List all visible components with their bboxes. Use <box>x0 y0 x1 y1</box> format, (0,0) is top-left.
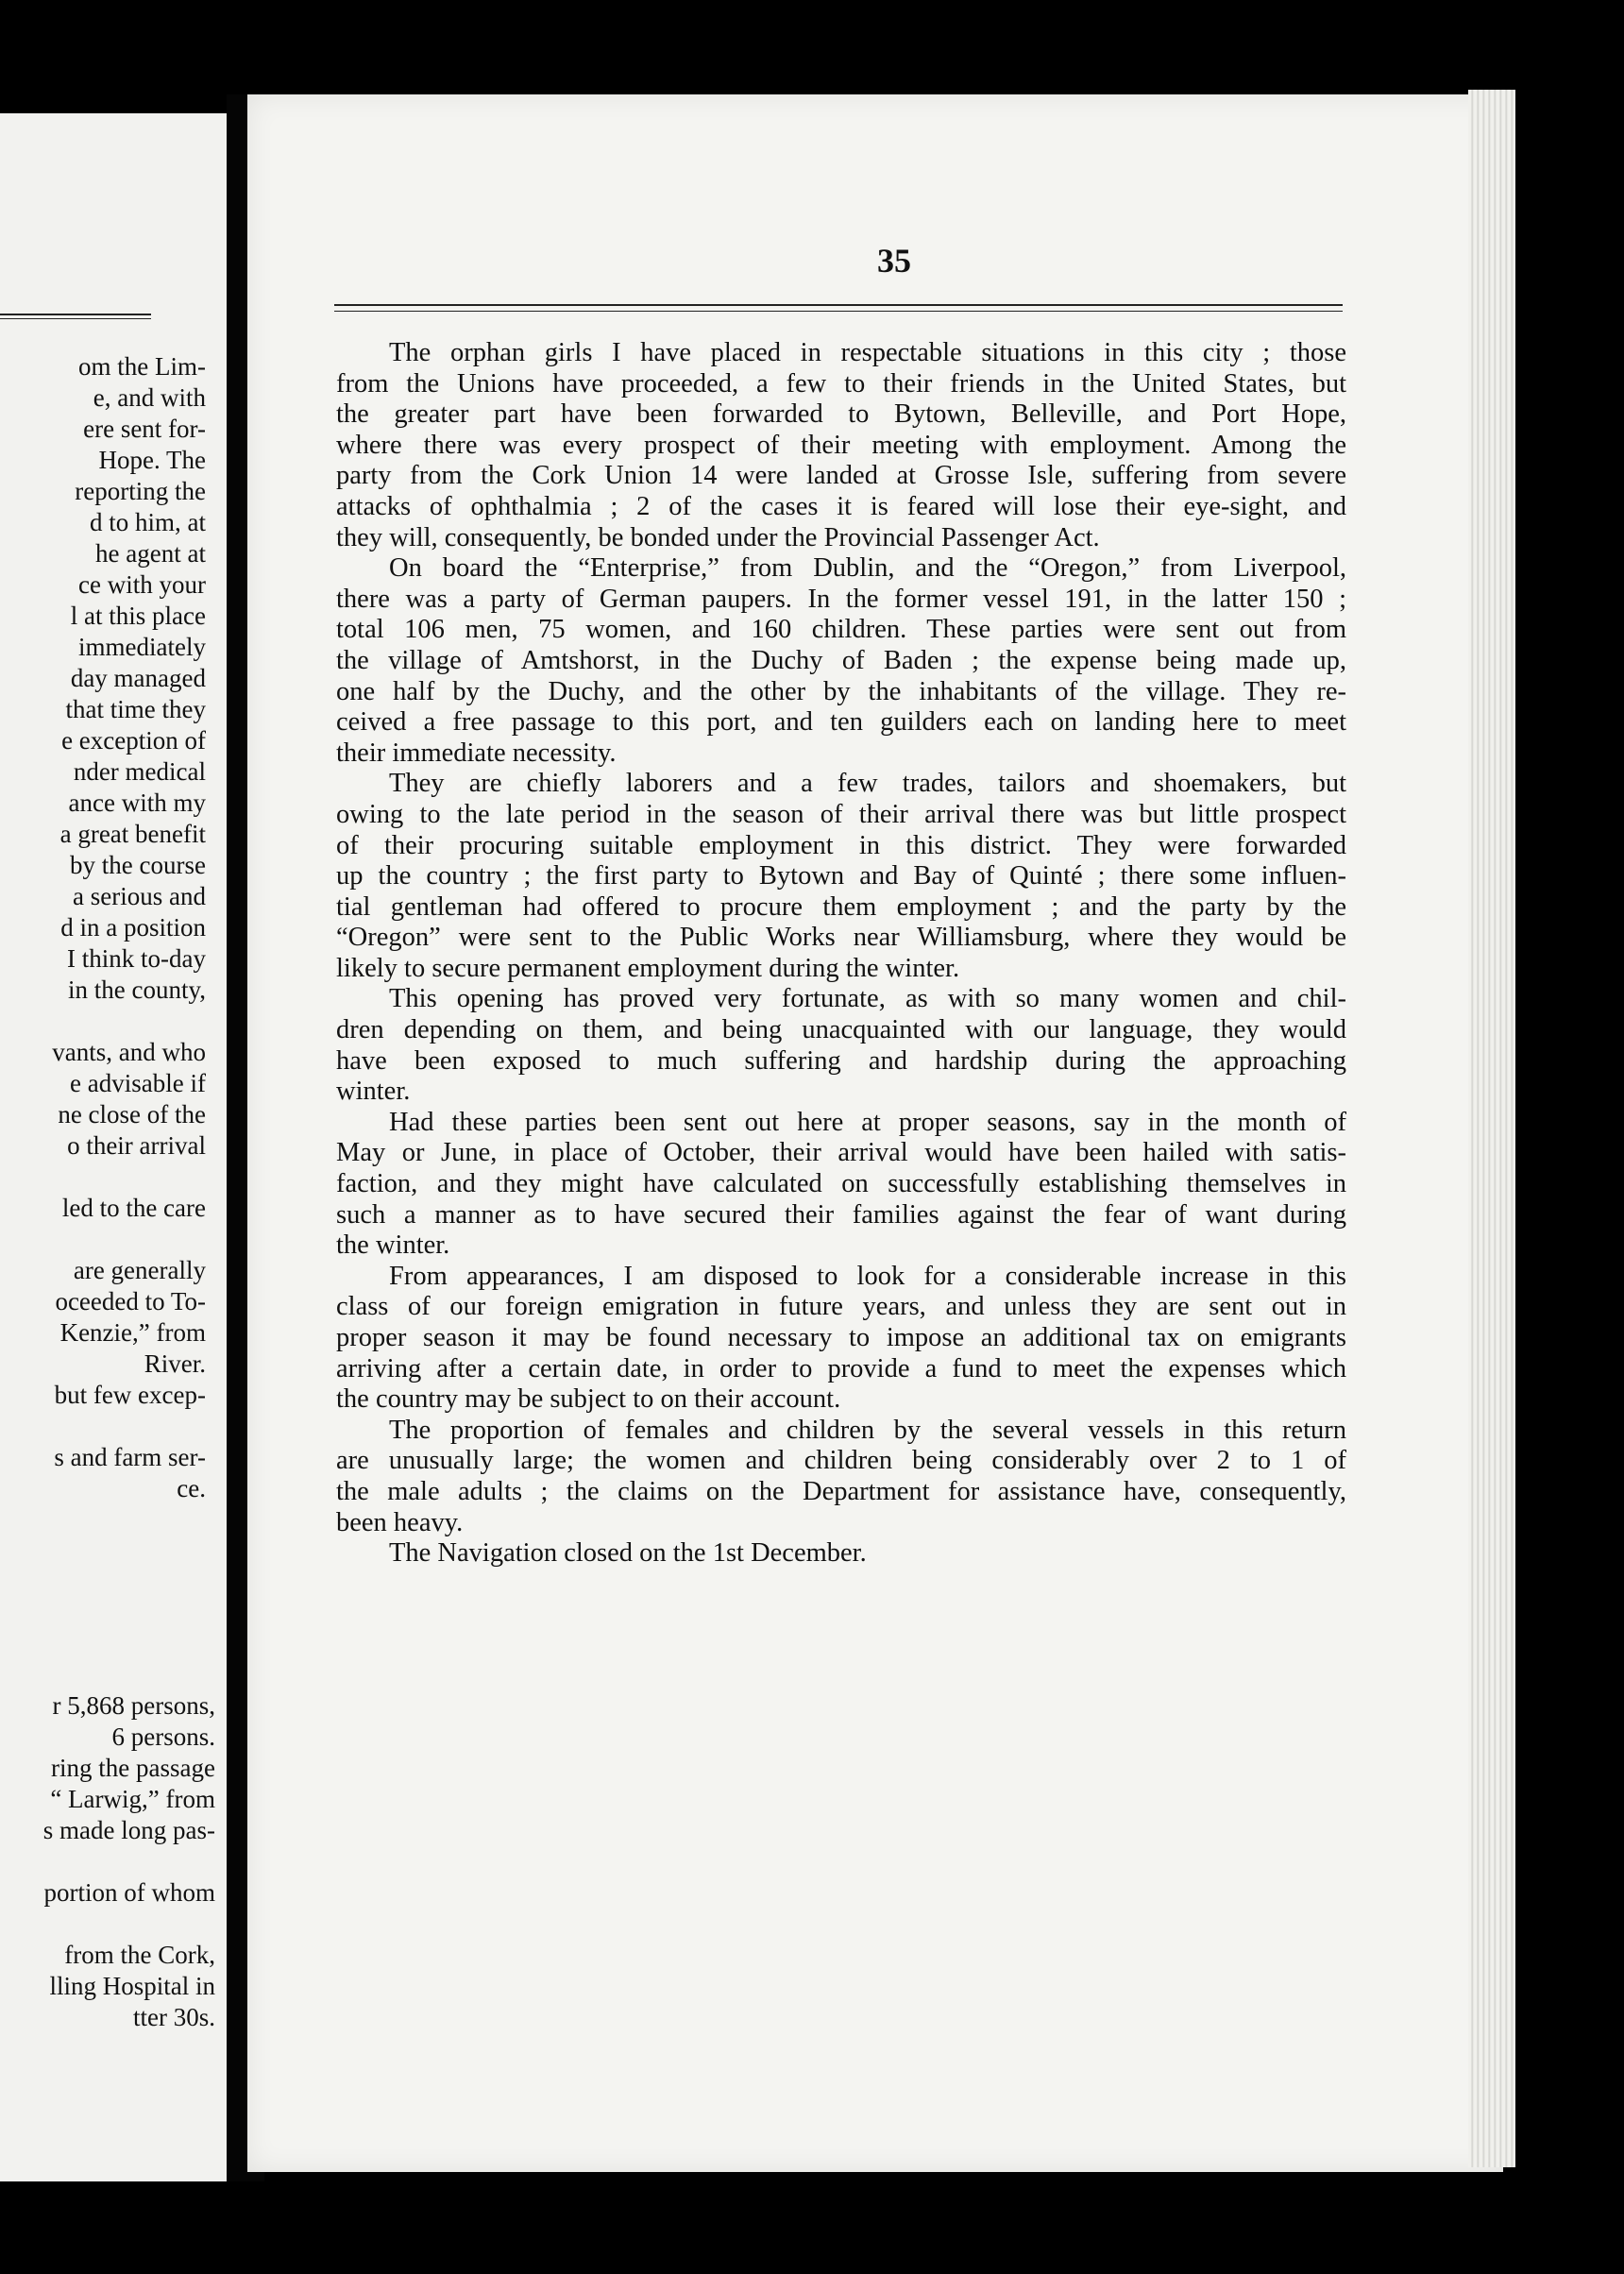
facing-page-text-bottom <box>0 1690 215 2033</box>
facing-page-line: are generally <box>73 1256 206 1284</box>
facing-page-line: but few excep- <box>54 1381 206 1409</box>
facing-page-line <box>0 1224 206 1255</box>
facing-page-line: “ Larwig,” from <box>50 1785 215 1813</box>
facing-page-line: I think to-day <box>67 944 206 973</box>
text-line: up the country ; the first party to Bytown and Bay of Quinté ; there some influen- <box>336 861 1346 891</box>
text-line: the male adults ; the claims on the Department for assistance have, consequently, <box>336 1476 1346 1506</box>
facing-page-line: immediately <box>78 633 206 661</box>
text-line: class of our foreign emigration in future years, and unless they are sent out in <box>336 1292 1346 1322</box>
facing-page-line: Hope. The <box>98 446 206 474</box>
text-line: one half by the Duchy, and the other by the inhabitants of the village. They re- <box>336 676 1346 706</box>
text-line: their immediate necessity. <box>336 738 617 768</box>
text-line: have been exposed to much suffering and hardship during the approaching <box>336 1045 1346 1076</box>
text-line: The proportion of females and children by the several vessels in this return <box>389 1415 1346 1445</box>
header-rule <box>334 304 1343 306</box>
facing-page-line: l at this place <box>70 602 206 630</box>
facing-page-line: led to the care <box>61 1194 206 1222</box>
facing-page-line: from the Cork, <box>64 1941 215 1969</box>
facing-page-line: a great benefit <box>59 820 206 848</box>
facing-page-line: tter 30s. <box>133 2003 215 2031</box>
facing-page-line <box>0 1162 206 1193</box>
text-line: party from the Cork Union 14 were landed at Grosse Isle, suffering from severe <box>336 461 1346 491</box>
text-line: been heavy. <box>336 1507 464 1537</box>
facing-page-line: oceeded to To- <box>55 1287 206 1315</box>
facing-page-line: e advisable if <box>70 1069 206 1097</box>
facing-page-line: reporting the <box>75 477 206 505</box>
facing-page-line: 6 persons. <box>111 1722 215 1751</box>
text-line: arriving after a certain date, in order to provide a fund to meet the expenses which <box>336 1353 1346 1383</box>
text-line: tial gentleman had offered to procure them employment ; and the party by the <box>336 891 1346 922</box>
text-line: total 106 men, 75 women, and 160 children. These parties were sent out from <box>336 615 1346 645</box>
text-line: They are chiefly laborers and a few trades, tailors and shoemakers, but <box>389 769 1346 799</box>
text-line: such a manner as to have secured their families against the fear of want during <box>336 1199 1346 1230</box>
facing-page-line <box>0 1006 206 1037</box>
facing-page-line: ce with your <box>78 570 206 599</box>
facing-page-line: lling Hospital in <box>49 1972 215 2000</box>
facing-page-line: day managed <box>70 664 206 692</box>
text-line: the winter. <box>336 1230 450 1261</box>
facing-page-line: s made long pas- <box>42 1816 215 1844</box>
text-line: The orphan girls I have placed in respectable situations in this city ; those <box>389 338 1346 367</box>
text-line: winter. <box>336 1077 411 1107</box>
text-line: the country may be subject to on their account. <box>336 1384 841 1415</box>
text-line: of their procuring suitable employment in this district. They were forwarded <box>336 830 1346 860</box>
facing-page-line: r 5,868 persons, <box>52 1691 215 1720</box>
text-line: the greater part have been forwarded to Bytown, Belleville, and Port Hope, <box>336 399 1346 430</box>
facing-page-line: e, and with <box>93 383 206 412</box>
facing-page-line: in the county, <box>68 976 206 1004</box>
text-line: “Oregon” were sent to the Public Works near Williamsburg, where they would be <box>336 923 1346 953</box>
header-rule-thin <box>334 311 1343 312</box>
text-line: from the Unions have proceeded, a few to their friends in the United States, but <box>336 368 1346 399</box>
facing-page-line: o their arrival <box>67 1131 206 1160</box>
facing-page-line: that time they <box>65 695 206 723</box>
facing-page-text-top <box>0 351 206 1504</box>
text-line: From appearances, I am disposed to look for a considerable increase in this <box>389 1261 1346 1291</box>
page-number: 35 <box>877 242 911 280</box>
facing-page-line: by the course <box>70 851 206 879</box>
text-line: This opening has proved very fortunate, as with so many women and chil- <box>389 984 1346 1014</box>
facing-page-line: om the Lim- <box>78 352 206 381</box>
text-line: the village of Amtshorst, in the Duchy of Baden ; the expense being made up, <box>336 645 1346 675</box>
text-line: attacks of ophthalmia ; 2 of the cases it is feared will lose their eye-sight, and <box>336 491 1346 521</box>
facing-page-line: ance with my <box>68 789 206 817</box>
facing-page-line <box>0 1411 206 1442</box>
text-line: owing to the late period in the season of their arrival there was but little prospect <box>336 799 1346 829</box>
page-stack-edge <box>1468 90 1515 2167</box>
text-line: are unusually large; the women and children being considerably over 2 to 1 of <box>336 1446 1346 1476</box>
page <box>247 94 1503 2172</box>
facing-page-rule <box>0 314 151 319</box>
text-line: Had these parties been sent out here at proper seasons, say in the month of <box>389 1107 1346 1137</box>
facing-page-line <box>0 1909 215 1940</box>
text-line: there was a party of German paupers. In the former vessel 191, in the latter 150 ; <box>336 584 1346 614</box>
facing-page-line: Kenzie,” from <box>59 1318 206 1347</box>
facing-page-line: a serious and <box>73 882 206 910</box>
facing-page-line: d to him, at <box>90 508 206 536</box>
facing-page-line: River. <box>144 1349 206 1378</box>
text-line: On board the “Enterprise,” from Dublin, and the “Oregon,” from Liverpool, <box>389 553 1346 584</box>
facing-page-line: he agent at <box>95 539 206 568</box>
text-line: May or June, in place of October, their arrival would have been hailed with satis- <box>336 1138 1346 1168</box>
facing-page-line: d in a position <box>60 913 206 942</box>
text-line: proper season it may be found necessary to impose an additional tax on emigrants <box>336 1323 1346 1352</box>
facing-page-line: portion of whom <box>43 1878 215 1907</box>
facing-page-line: nder medical <box>73 757 206 786</box>
text-line: The Navigation closed on the 1st December. <box>389 1538 867 1569</box>
facing-page-line: e exception of <box>61 726 206 755</box>
body-text <box>336 338 1346 1570</box>
facing-page-line: s and farm ser- <box>54 1443 206 1471</box>
facing-page-line <box>0 1846 215 1877</box>
facing-page-fragment <box>0 113 227 2181</box>
facing-page-line: ne close of the <box>58 1100 206 1129</box>
facing-page-line: ce. <box>177 1474 206 1502</box>
text-line: dren depending on them, and being unacquainted with our language, they would <box>336 1015 1346 1045</box>
text-line: where there was every prospect of their meeting with employment. Among the <box>336 430 1346 460</box>
facing-page-line: ring the passage <box>51 1754 215 1782</box>
text-line: ceived a free passage to this port, and ten guilders each on landing here to meet <box>336 707 1346 738</box>
facing-page-line: ere sent for- <box>83 415 206 443</box>
text-line: they will, consequently, be bonded under the Provincial Passenger Act. <box>336 522 1100 552</box>
facing-page-line: vants, and who <box>52 1038 206 1066</box>
text-line: faction, and they might have calculated on successfully establishing themselves in <box>336 1169 1346 1199</box>
text-line: likely to secure permanent employment during the winter. <box>336 953 960 983</box>
